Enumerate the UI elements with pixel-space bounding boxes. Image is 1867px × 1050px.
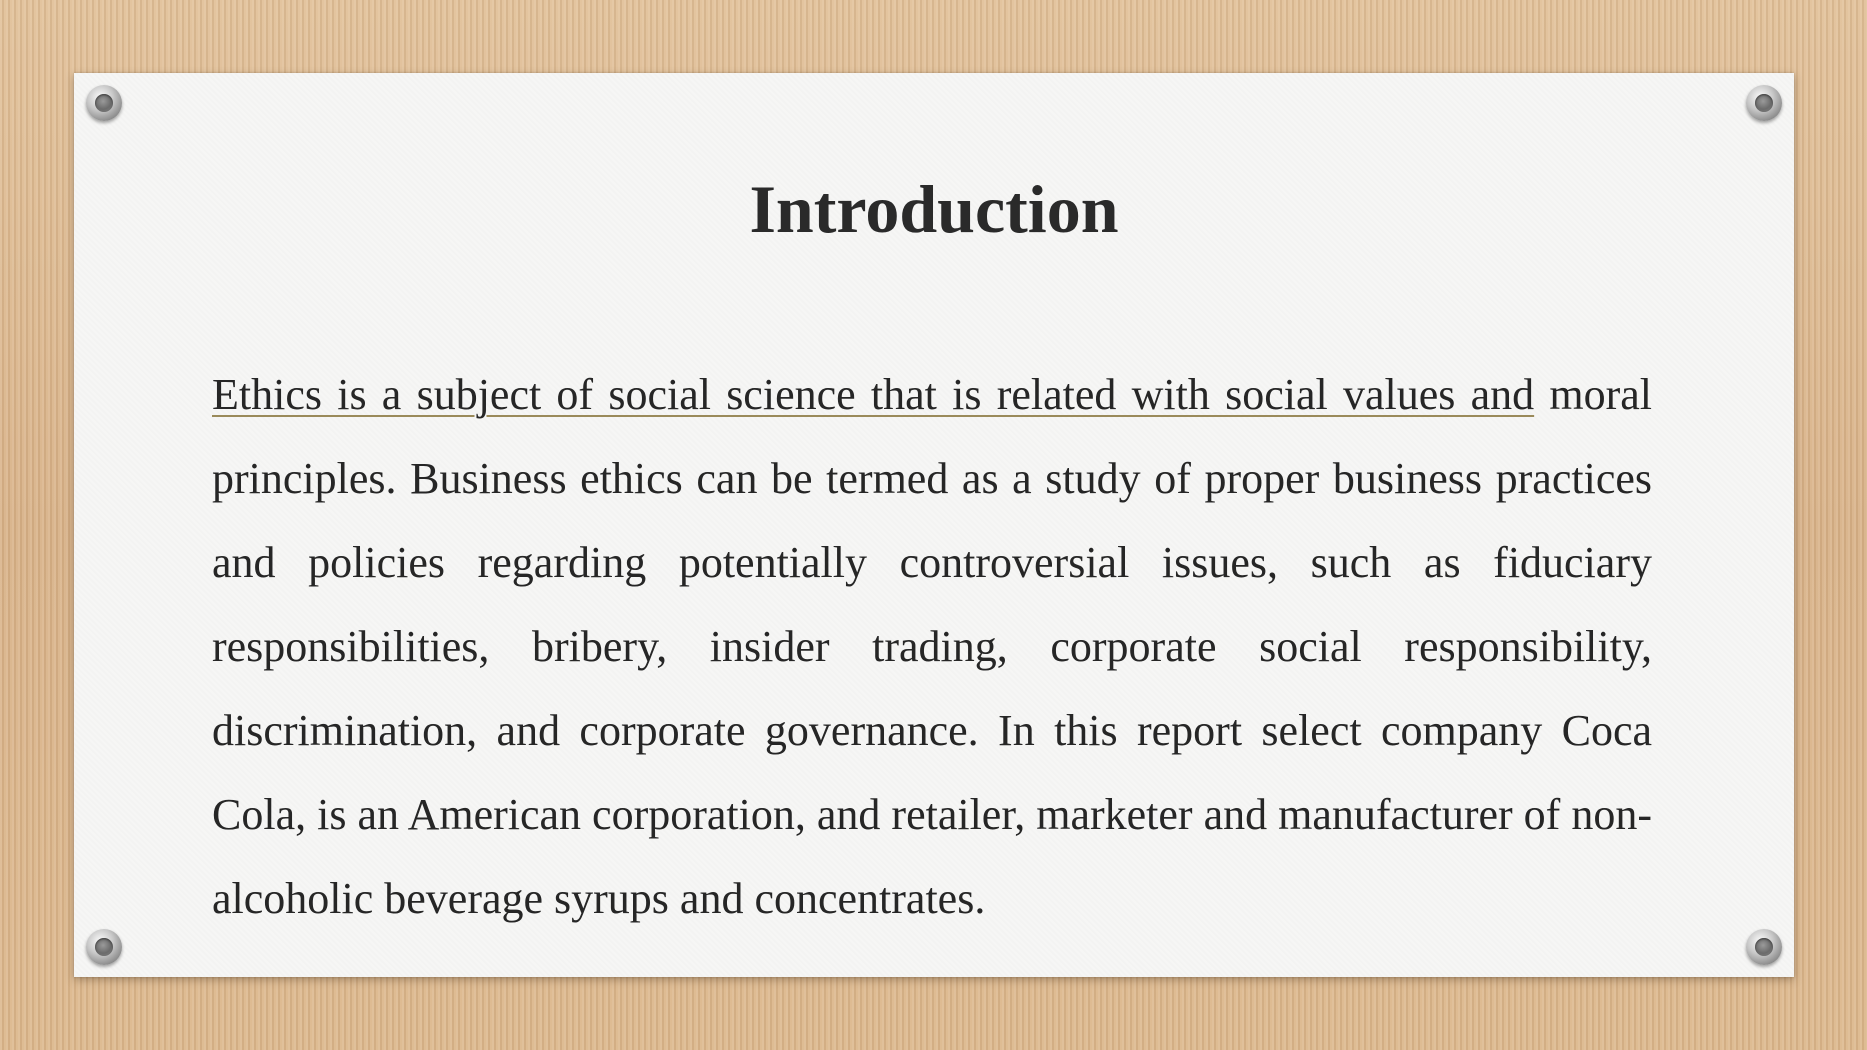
slide-card [74, 73, 1794, 977]
bottom-right-rivet-icon [1746, 929, 1782, 965]
top-right-rivet-icon [1746, 85, 1782, 121]
top-left-rivet-icon [86, 85, 122, 121]
bottom-left-rivet-icon [86, 929, 122, 965]
slide-title: Introduction [749, 171, 1119, 247]
underlined-text: Ethics is a subject of social science that is related with social values and [212, 370, 1535, 419]
paragraph-text: moral principles. Business ethics can be termed as a study of proper business practices and policies regarding potentially controversial issues, such as fiduciary responsibilities, bribery, insider trading, corporate social responsibility, discrimination, and corporate governance. In this report select company Coca Cola, is an American corporation, and retailer, marketer and manufacturer of non-alcoholic beverage syrups and concentrates. [212, 370, 1652, 923]
body-paragraph [212, 353, 1652, 941]
